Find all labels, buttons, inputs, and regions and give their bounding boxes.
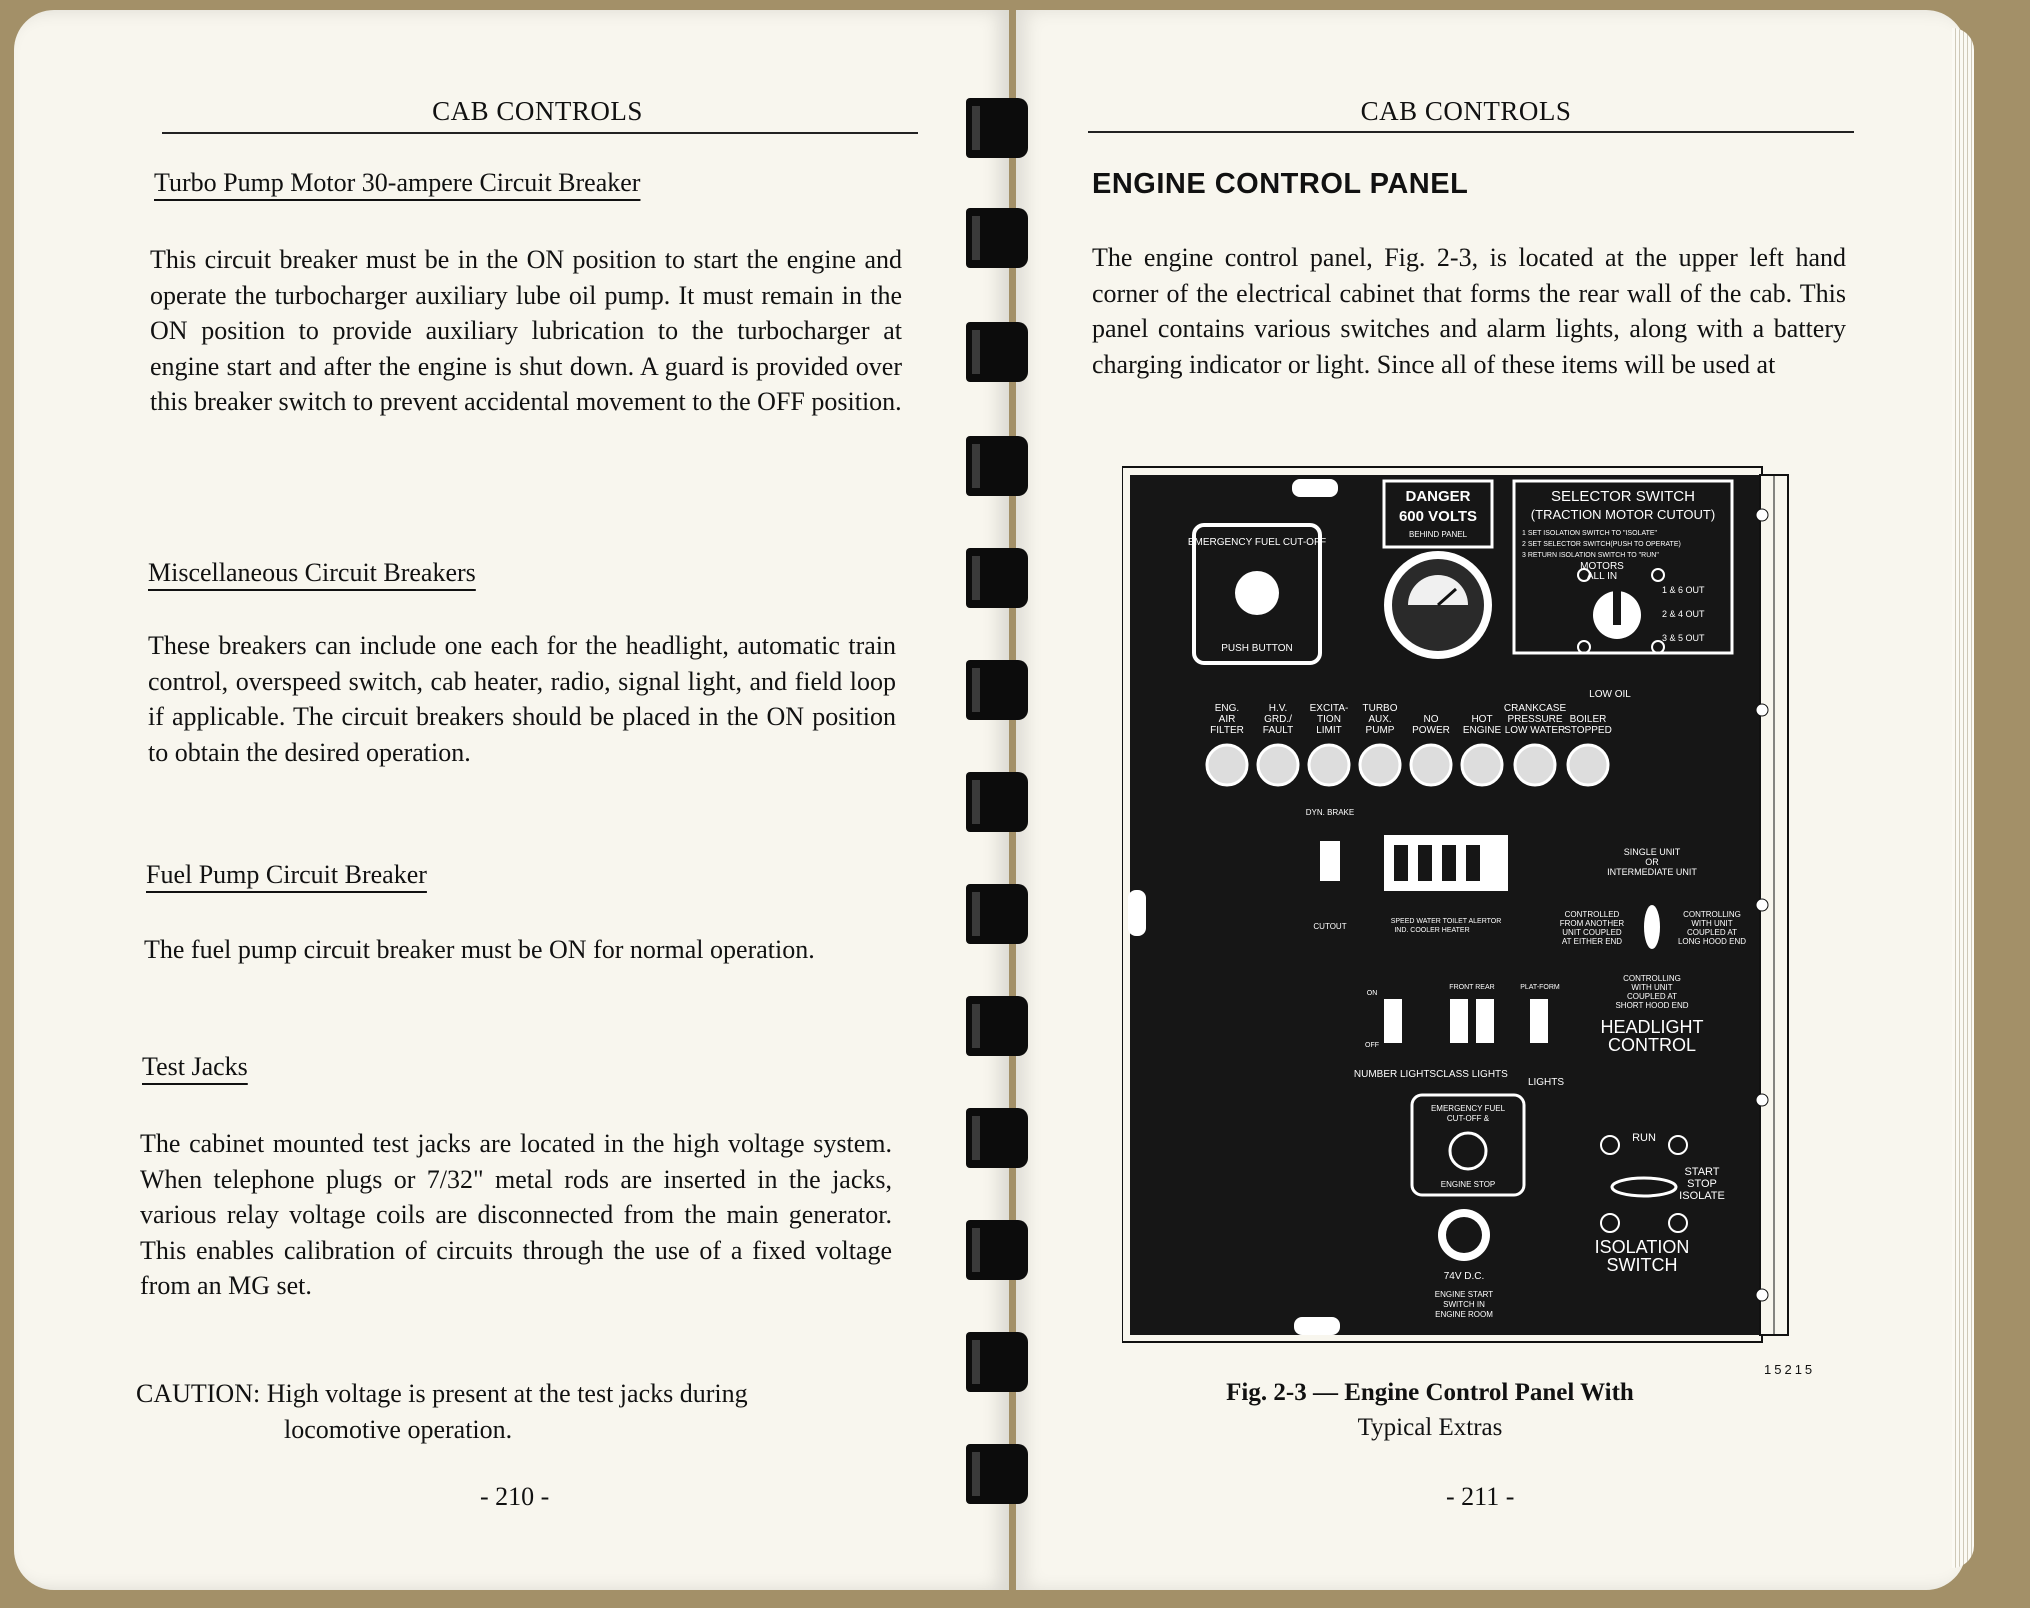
number-lights-switch[interactable]: [1384, 999, 1402, 1043]
page-edges: [1952, 28, 1974, 1568]
alarm-label: H.V.: [1268, 703, 1288, 714]
alarm-label: ENG.: [1214, 703, 1240, 714]
alarm-label: TION: [1317, 714, 1341, 725]
stop-label: STOP: [1687, 1178, 1717, 1190]
controlled-from-label: AT EITHER END: [1561, 937, 1623, 946]
controlled-from-label: FROM ANOTHER: [1559, 919, 1625, 928]
alarm-light: [1207, 745, 1247, 785]
fuel-cutoff-button[interactable]: [1235, 571, 1279, 615]
binding-ring: [958, 1108, 1034, 1168]
off-label: OFF: [1365, 1042, 1379, 1049]
dyn-brake-label: DYN. BRAKE: [1305, 808, 1355, 817]
headlight-label: HEADLIGHT: [1600, 1017, 1704, 1037]
alarm-label: GRD./: [1264, 714, 1292, 725]
latch-icon: [1294, 1317, 1340, 1335]
binding-ring: [958, 884, 1034, 944]
alarm-light: [1309, 745, 1349, 785]
controlling-long-label: WITH UNIT: [1691, 919, 1733, 928]
estop-label: EMERGENCY FUEL: [1430, 1104, 1506, 1113]
start-label: START: [1684, 1166, 1720, 1178]
binding-ring: [958, 436, 1034, 496]
caution-note: [136, 1376, 916, 1447]
controlling-long-label: LONG HOOD END: [1677, 937, 1747, 946]
selector-step: 3 RETURN ISOLATION SWITCH TO "RUN": [1522, 552, 1659, 559]
alarm-label: ENGINE: [1462, 725, 1502, 736]
estop-label: CUT-OFF &: [1446, 1114, 1490, 1123]
running-header: CAB CONTROLS: [432, 96, 643, 126]
class-lights-label: CLASS LIGHTS: [1436, 1069, 1508, 1080]
alarm-light: [1515, 745, 1555, 785]
single-unit-label: SINGLE UNIT: [1623, 847, 1681, 857]
alarm-label: POWER: [1412, 725, 1450, 736]
front-rear-label: FRONT REAR: [1449, 984, 1495, 991]
on-label: ON: [1366, 990, 1378, 997]
class-lights-front-switch[interactable]: [1450, 999, 1468, 1043]
controlling-short-label: COUPLED AT: [1626, 992, 1678, 1001]
motor-position: 2 & 4 OUT: [1662, 609, 1705, 619]
alarm-label: CRANKCASE: [1503, 703, 1567, 714]
number-lights-label: NUMBER LIGHTS: [1353, 1069, 1437, 1080]
binding-ring: [958, 98, 1034, 158]
alarm-label: HOT: [1471, 714, 1493, 725]
alarm-light: [1462, 745, 1502, 785]
engine-start-label: ENGINE ROOM: [1435, 1310, 1493, 1319]
headlight-control-knob[interactable]: [1644, 905, 1660, 949]
push-button-label: PUSH BUTTON: [1221, 643, 1293, 654]
latch-icon: [1292, 479, 1338, 497]
intro-paragraph: The engine control panel, Fig. 2-3, is located at the upper left hand corner of the electrical cabinet that forms the rear wall of the cab. This panel contains various switches and alarm lights, along with a battery charging indicator or light. Since all of these items will be used at: [1092, 243, 1846, 379]
binding-ring: [958, 1332, 1034, 1392]
switch-label: SWITCH: [1606, 1255, 1678, 1275]
platform-label: PLAT-FORM: [1520, 984, 1560, 991]
alarm-label: EXCITA-: [1309, 703, 1349, 714]
binding-ring: [958, 548, 1034, 608]
lights-label: LIGHTS: [1527, 1077, 1565, 1088]
alarm-label: FAULT: [1262, 725, 1294, 736]
binding-ring: [958, 772, 1034, 832]
controlled-from-label: UNIT COUPLED: [1562, 928, 1622, 937]
alarm-label: LIMIT: [1316, 725, 1342, 736]
voltage-label: 600 VOLTS: [1398, 508, 1478, 525]
section-heading: Test Jacks: [142, 1052, 248, 1081]
section-heading: Turbo Pump Motor 30-ampere Circuit Breaker: [154, 168, 641, 197]
motor-position: 3 & 5 OUT: [1662, 633, 1705, 643]
alarm-label: AUX.: [1368, 714, 1392, 725]
binding-ring: [958, 1220, 1034, 1280]
alarm-light: [1258, 745, 1298, 785]
section-body: The fuel pump circuit breaker must be ON for normal operation.: [144, 935, 815, 964]
caption-line-1: Fig. 2-3 — Engine Control Panel With: [1226, 1379, 1634, 1406]
voltage-rating: 74V D.C.: [1443, 1271, 1485, 1282]
binding-ring: [958, 660, 1034, 720]
controlling-short-label: WITH UNIT: [1631, 983, 1673, 992]
selector-subtitle: (TRACTION MOTOR CUTOUT): [1530, 507, 1716, 522]
binding-ring: [958, 1444, 1034, 1504]
motors-label: MOTORS: [1580, 561, 1624, 572]
alarm-label: TURBO: [1362, 703, 1398, 714]
selector-title: SELECTOR SWITCH: [1551, 488, 1695, 505]
danger-label: DANGER: [1405, 488, 1471, 505]
platform-lights-switch[interactable]: [1530, 999, 1548, 1043]
alarm-label: PUMP: [1365, 725, 1395, 736]
isolation-label: ISOLATION: [1594, 1237, 1690, 1257]
class-lights-rear-switch[interactable]: [1476, 999, 1494, 1043]
latch-icon: [1128, 890, 1146, 936]
page-title: ENGINE CONTROL PANEL: [1092, 168, 1469, 200]
low-oil-label: LOW OIL: [1589, 689, 1631, 700]
motor-position: 1 & 6 OUT: [1662, 585, 1705, 595]
engine-stop-label: ENGINE STOP: [1440, 1180, 1496, 1189]
alarm-label: PRESSURE: [1507, 714, 1563, 725]
page-number: - 210 -: [480, 1482, 550, 1511]
page-number: - 211 -: [1446, 1482, 1515, 1511]
controlling-short-label: CONTROLLING: [1623, 974, 1681, 983]
single-unit-label: INTERMEDIATE UNIT: [1607, 867, 1697, 877]
alarm-light: [1411, 745, 1451, 785]
engine-start-label: SWITCH IN: [1443, 1300, 1485, 1309]
dyn-brake-switch[interactable]: [1320, 841, 1340, 881]
run-label: RUN: [1632, 1132, 1656, 1144]
alarm-label: AIR: [1218, 714, 1236, 725]
all-in-label: ALL IN: [1586, 571, 1618, 582]
alarm-light: [1360, 745, 1400, 785]
alarm-label: STOPPED: [1564, 725, 1612, 736]
behind-panel-label: BEHIND PANEL: [1408, 530, 1468, 539]
selector-step: 2 SET SELECTOR SWITCH(PUSH TO OPERATE): [1522, 541, 1681, 548]
caution-line-2: locomotive operation.: [284, 1414, 513, 1444]
section-body: The cabinet mounted test jacks are located in the high voltage system. When telephone plugs or 7/32" metal rods are inserted in the jacks, various relay voltage coils are disconnected from the main generator. This enables calibration of circuits through the use of a fixed voltage from an MG set.: [140, 1129, 892, 1300]
figure-caption: [1150, 1375, 1710, 1445]
cutout-label: CUTOUT: [1313, 922, 1347, 931]
alarm-label: BOILER: [1569, 714, 1607, 725]
controlling-long-label: COUPLED AT: [1686, 928, 1738, 937]
section-heading: Fuel Pump Circuit Breaker: [146, 860, 427, 889]
isolate-label: ISOLATE: [1679, 1190, 1725, 1202]
binding-ring: [958, 208, 1034, 268]
binding-ring: [958, 322, 1034, 382]
section-body: This circuit breaker must be in the ON position to start the engine and operate the turbocharger auxiliary lube oil pump. It must remain in the ON position to provide auxiliary lubrication to the turbocharger at engine start and after the engine is shut down. A guard is provided over this breaker switch to prevent accidental movement to the OFF position.: [150, 245, 902, 416]
selector-step: 1 SET ISOLATION SWITCH TO "ISOLATE": [1522, 530, 1658, 537]
small-switch-labels: IND. COOLER HEATER: [1394, 927, 1470, 934]
controlling-long-label: CONTROLLING: [1683, 910, 1741, 919]
figure-number: 15215: [1764, 1362, 1816, 1377]
control-label: CONTROL: [1607, 1035, 1697, 1055]
small-switch-labels: SPEED WATER TOILET ALERTOR: [1390, 918, 1502, 925]
section-heading: Miscellaneous Circuit Breakers: [148, 558, 476, 587]
binding-ring: [958, 996, 1034, 1056]
alarm-label: NO: [1423, 714, 1439, 725]
running-header: CAB CONTROLS: [1360, 96, 1572, 126]
section-body: These breakers can include one each for the headlight, automatic train control, overspeed switch, cab heater, radio, signal light, and field loop if applicable. The circuit breakers should be placed in the ON position to obtain the desired operation.: [148, 631, 896, 767]
engine-control-panel-figure: [1122, 465, 1790, 1345]
alarm-label: FILTER: [1210, 725, 1244, 736]
single-unit-label: OR: [1645, 857, 1659, 867]
alarm-light: [1568, 745, 1608, 785]
caption-line-2: Typical Extras: [1357, 1414, 1503, 1441]
header-rule: [1088, 131, 1854, 133]
caution-label: CAUTION:: [136, 1379, 261, 1408]
engine-start-label: ENGINE START: [1434, 1290, 1494, 1299]
caution-line-1: High voltage is present at the test jacks during: [266, 1379, 748, 1408]
fuel-cutoff-ring-label: EMERGENCY FUEL CUT-OFF: [1187, 537, 1327, 548]
controlled-from-label: CONTROLLED: [1564, 910, 1620, 919]
alarm-label: LOW WATER: [1504, 725, 1566, 736]
header-rule: [162, 132, 918, 134]
controlling-short-label: SHORT HOOD END: [1615, 1001, 1689, 1010]
